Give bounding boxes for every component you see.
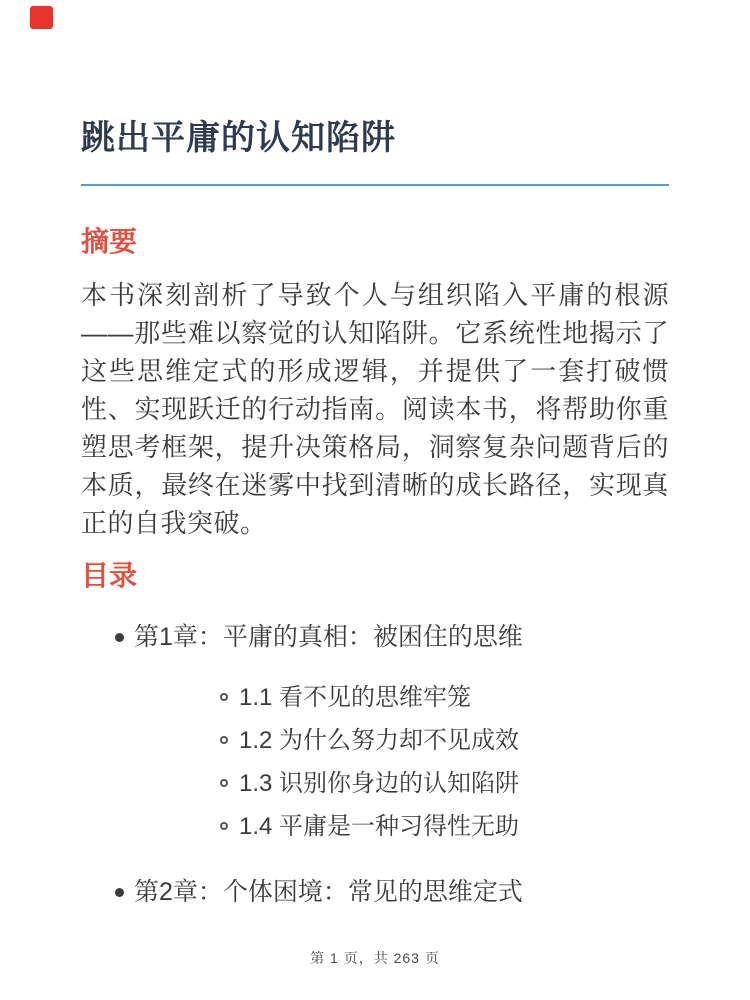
toc-chapter-item <box>81 622 669 841</box>
abstract-heading: 摘要 <box>81 226 138 257</box>
toc-section-item: 1.4 平庸是一种习得性无助 <box>134 813 669 841</box>
abstract-paragraph: 本书深刻剖析了导致个人与组织陷入平庸的根源——那些难以察觉的认知陷阱。它系统性地揭示了这些思维定式的形成逻辑，并提供了一套打破惯性、实现跃迁的行动指南。阅读本书，将帮助你重塑思考框架，提升决策格局，洞察复杂问题背后的本质，最终在迷雾中找到清晰的成长路径，实现真正的自我突破。 <box>81 280 669 538</box>
page-number-footer: 第 1 页，共 263 页 <box>310 950 440 966</box>
toc-list <box>81 622 669 907</box>
toc-section-item: 1.1 看不见的思维牢笼 <box>134 684 669 712</box>
toc-sublist <box>134 684 669 841</box>
title-divider <box>81 184 669 186</box>
toc-section-item: 1.2 为什么努力却不见成效 <box>134 727 669 755</box>
toc-heading: 目录 <box>81 560 138 591</box>
toc-chapter-item <box>81 877 669 907</box>
toc-chapter-label: 第1章：平庸的真相：被困住的思维 <box>134 623 523 651</box>
page-title: 跳出平庸的认知陷阱 <box>81 119 396 157</box>
red-square-mark <box>30 6 53 29</box>
toc-chapter-label: 第2章：个体困境：常见的思维定式 <box>134 878 523 906</box>
toc-section-item: 1.3 识别你身边的认知陷阱 <box>134 770 669 798</box>
